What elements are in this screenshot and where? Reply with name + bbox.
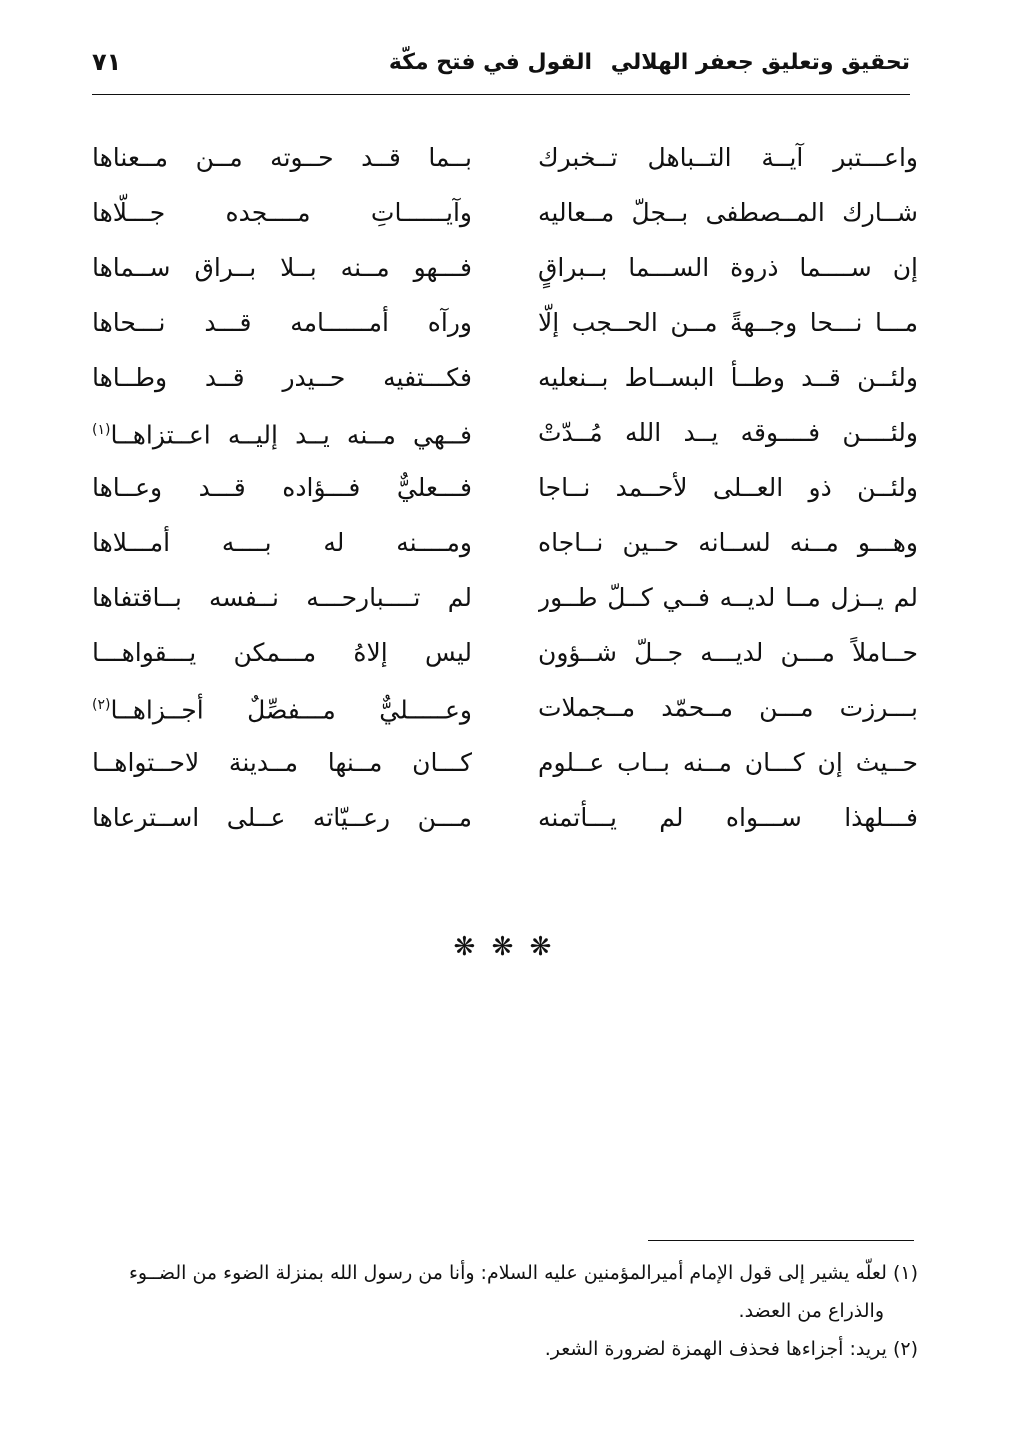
verse [92,130,918,185]
footnote [92,1254,918,1330]
verse-second-hemistich [92,295,472,350]
header-rule [92,94,910,95]
footnote-number: (١) [892,1262,918,1284]
footnotes [92,1254,918,1368]
verse [92,350,918,405]
verse-first-hemistich: إن ســــما ذروة الســـما بــبراقٍ [538,253,918,282]
verse-first-hemistich: ولئــن قــد وطــأ البســاط بــنعليه [538,363,918,392]
hemistich-text: فـــهو مــنه بــلا بــراق ســماها [92,253,472,282]
verse-first-hemistich: مـــا نـــحا وجــهةً مــن الحــجب إلّا [538,308,918,337]
verse-first-hemistich: فـــلهذا ســـواه لم يـــأتمنه [538,803,918,832]
verse-first-hemistich: شــارك المــصطفى بــجلّ مــعاليه [538,198,918,227]
verse-first-hemistich: ولئــن ذو العــلى لأحــمد نــاجا [538,473,918,502]
verse [92,735,918,790]
running-title-series: تحقيق وتعليق جعفر الهلالي [610,50,910,75]
verse-first-hemistich: حــيث إن كـــان مــنه بــاب عــلوم [538,748,918,777]
verse-first-hemistich: واعـــتبر آيــة التــباهل تــخبرك [538,143,918,172]
verse [92,570,918,625]
hemistich-text: مـــن رعــيّاته عــلى اســترعاها [92,803,472,832]
footnote-rule [648,1240,914,1241]
poem [92,130,918,845]
hemistich-text: فـــعليٌّ فـــؤاده قـــد وعــاها [92,473,472,502]
verse [92,625,918,680]
verse-first-hemistich: لم يــزل مــا لديــه فــي كــلّ طــور [538,583,918,612]
verse [92,790,918,845]
verse-second-hemistich [92,570,472,625]
footnote-number: (٢) [892,1338,918,1360]
verse-first-hemistich: ولئــــن فــــوقه يــد الله مُــدّتْ [538,418,918,447]
footnote-reference: (١) [92,421,111,438]
verse-second-hemistich [92,130,472,185]
verse-second-hemistich [92,678,472,737]
footnote-reference: (٢) [92,696,111,713]
verse [92,295,918,350]
footnote [92,1330,918,1368]
hemistich-text: فــهي مــنه يــد إليــه اعــتزاهــا [110,420,472,450]
verse-second-hemistich [92,735,472,790]
verse [92,240,918,295]
footnote-text: يريد: أجزاءها فحذف الهمزة لضرورة الشعر. [544,1338,887,1360]
verse [92,405,918,460]
hemistich-text: ومــــنه له بــــه أمـــلاها [92,528,472,557]
hemistich-text: وآيــــــاتِ مــــجده جـــلّاها [92,198,472,227]
verse [92,185,918,240]
verse-second-hemistich [92,350,472,405]
page-number: ٧١ [92,48,122,76]
footnote-continuation: والذراع من العضد. [738,1300,884,1322]
hemistich-text: بــما قــد حــوته مــن مــعناها [92,143,472,172]
verse-second-hemistich [92,625,472,680]
section-divider: ❋ ❋ ❋ [453,932,556,962]
footnote-text: لعلّه يشير إلى قول الإمام أميرالمؤمنين عليه السلام: وأنا من رسول الله بمنزلة الضوء من الضــوء [128,1262,887,1284]
verse [92,460,918,515]
verse-first-hemistich: وهـــو مــنه لســانه حــين نــاجاه [538,528,918,557]
verse-second-hemistich [92,515,472,570]
verse-second-hemistich [92,240,472,295]
hemistich-text: وعـــــليٌّ مـــفصِّلٌ أجــزاهــا [110,695,472,725]
verse [92,515,918,570]
verse [92,680,918,735]
page-header [92,42,910,92]
verse-second-hemistich [92,460,472,515]
hemistich-text: لم تــــبارحـــه نــفسه بــاقتفاها [92,583,472,612]
hemistich-text: كـــان مــنها مــدينة لاحــتواهــا [92,748,472,777]
running-title-book: القول في فتح مكّة [388,50,592,75]
hemistich-text: ورآه أمــــــامه قـــد نـــحاها [92,308,472,337]
hemistich-text: فكـــتفيه حــيدر قــد وطــاها [92,363,472,392]
verse-first-hemistich: بـــرزت مـــن مــحمّد مــجملات [538,693,918,722]
verse-second-hemistich [92,185,472,240]
hemistich-text: ليس إلاهُ مـــمكن يـــقواهـــا [92,638,472,667]
verse-second-hemistich [92,403,472,462]
verse-first-hemistich: حــاملاً مـــن لديـــه جــلّ شــؤون [538,638,918,667]
verse-second-hemistich [92,790,472,845]
